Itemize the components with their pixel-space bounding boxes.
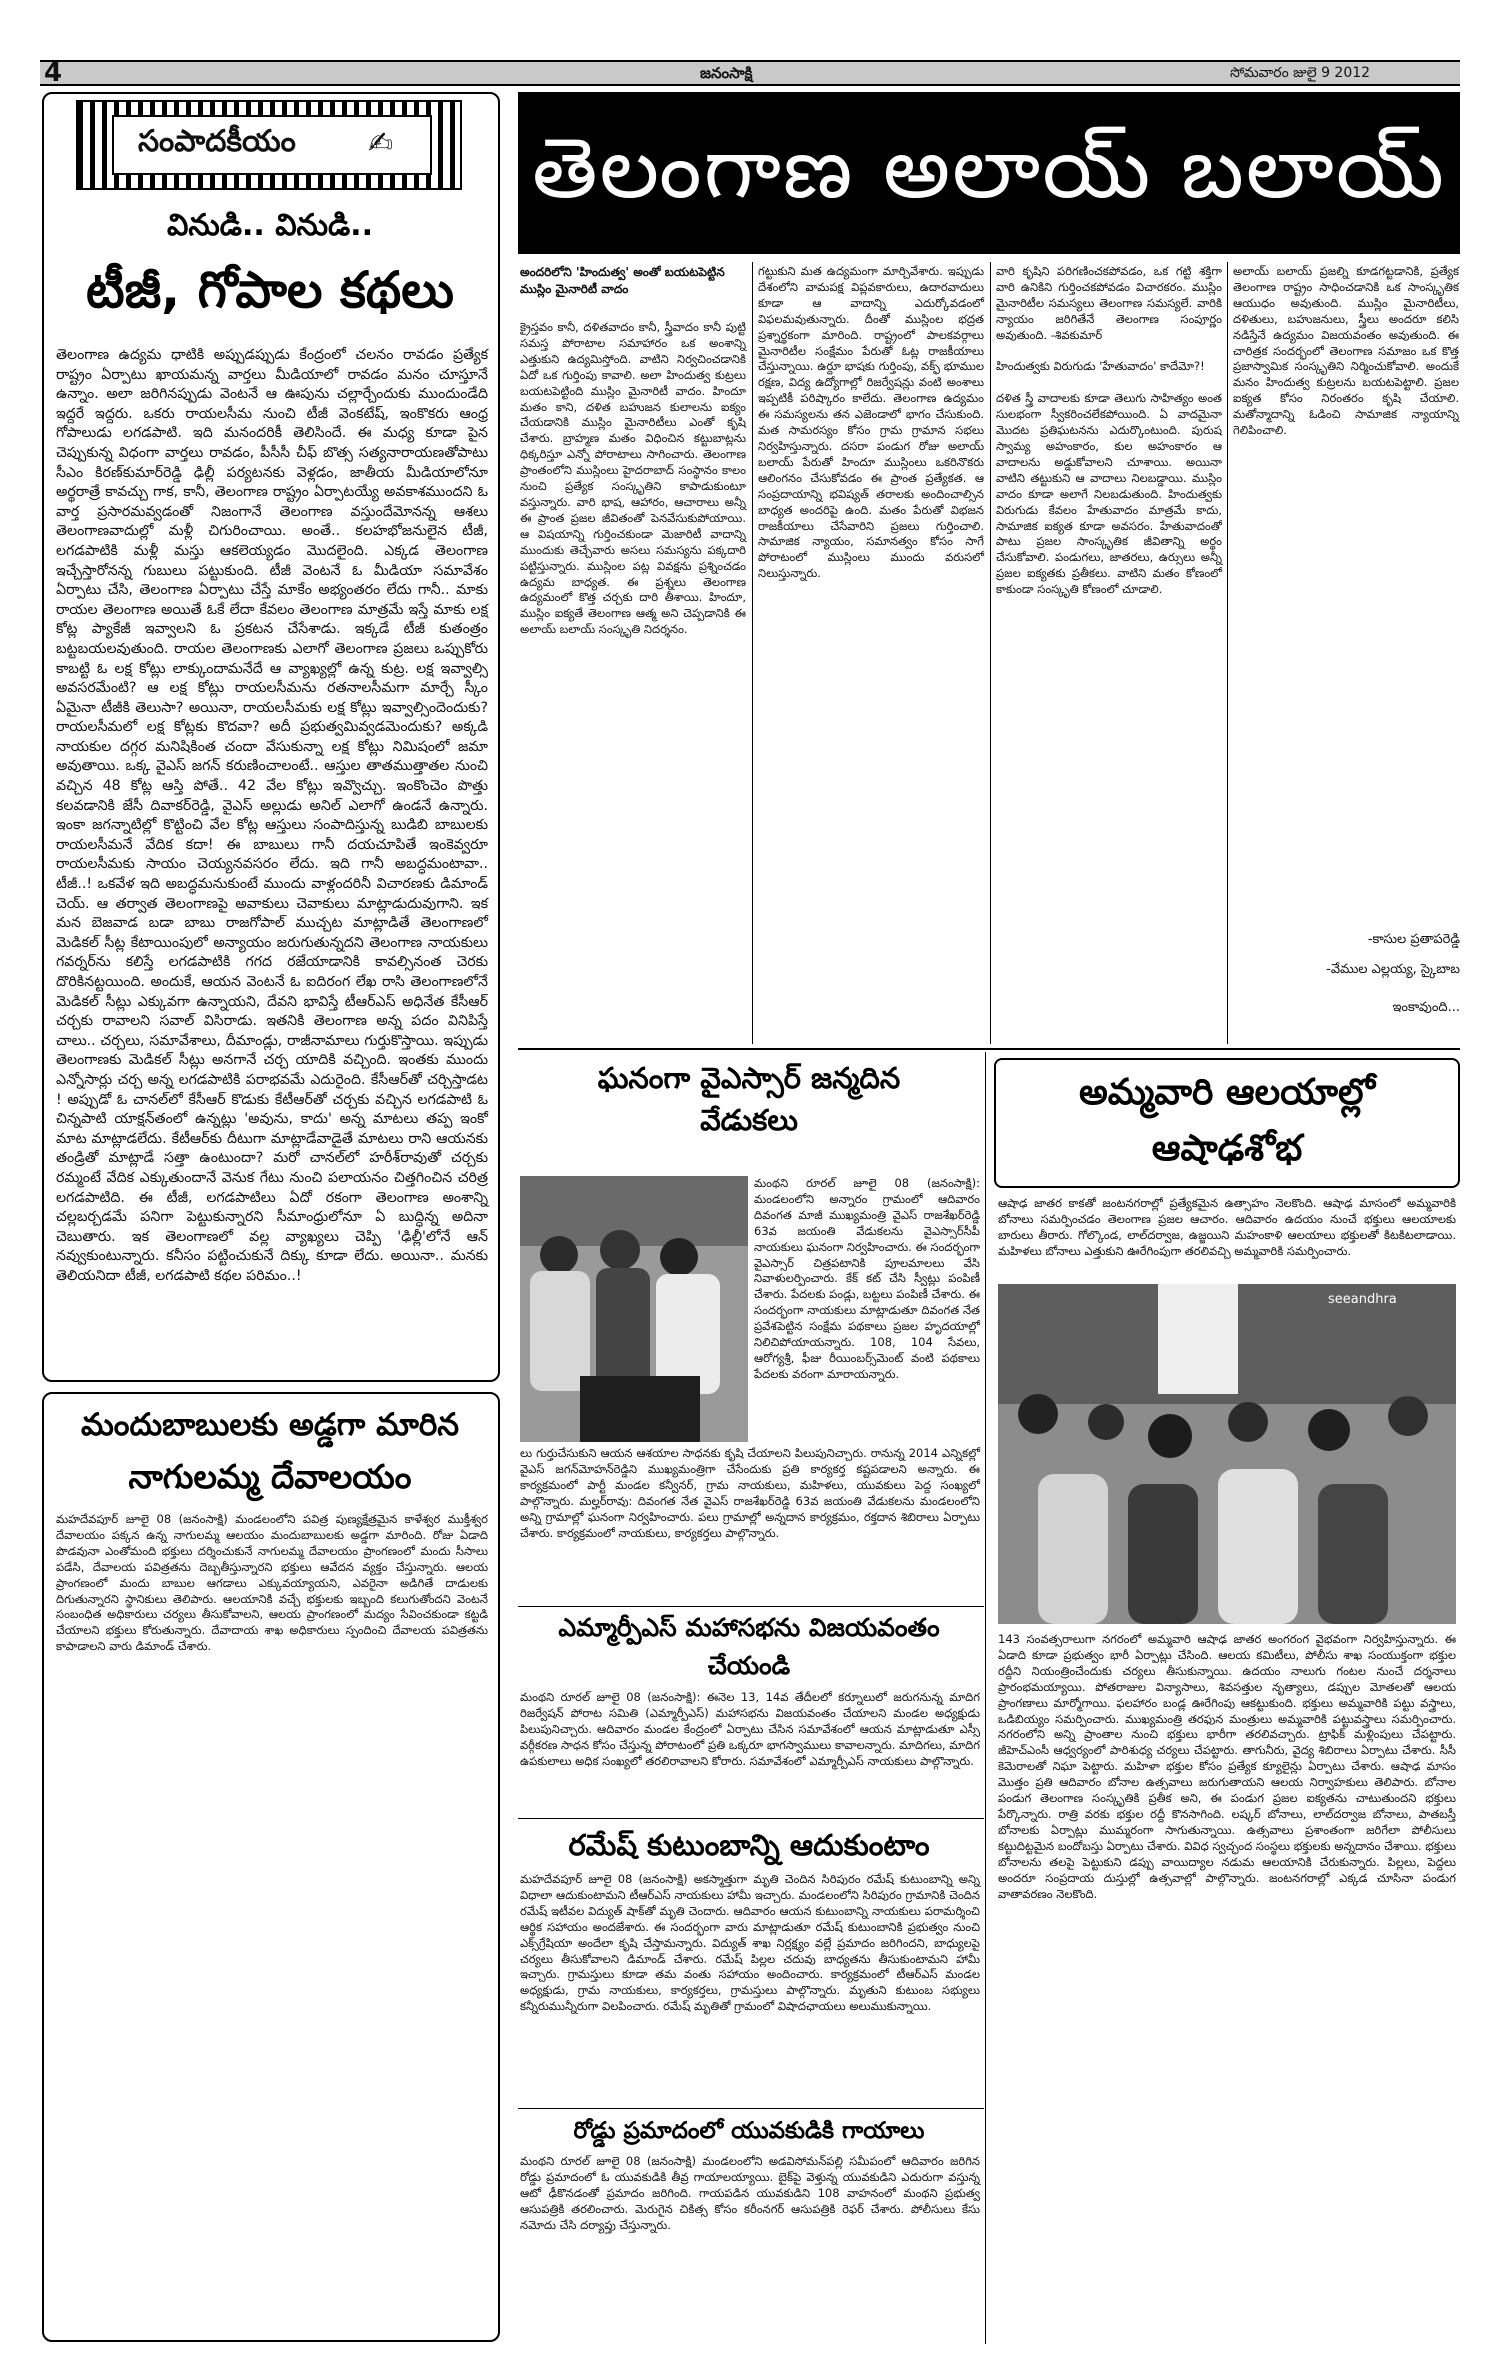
accident-body: మంథని రూరల్ జూలై 08 (జనంసాక్షి) మండలంలోని అడవిసోమన్‌పల్లి సమీపంలో ఆదివారం జరిగిన రోడ్డు ప్రమాదంలో ఓ యువకుడికి తీవ్ర గాయాలయ్యాయి. బైక్‌పై వెళ్తున్న యువకుడిని ఎదురుగా వస్తున్న ఆటో ఢీకొనడంతో ప్రమాదం జరిగింది. గాయపడిన యువకుడిని 108 వాహనంలో మంథని ప్రభుత్వ ఆసుపత్రికి తరలించారు. మెరుగైన చికిత్స కోసం కరీంనగర్ ఆసుపత్రికి రెఫర్ చేశారు. పోలీసులు కేసు నమోదు చేసి దర్యాప్తు చేస్తున్నారు. bbox=[520, 2154, 980, 2232]
pen-icon: ✍ bbox=[368, 126, 394, 161]
article-col-4: అలాయ్ బలాయ్ ప్రజల్ని కూడగట్టడానికి, ప్రత్యేక తెలంగాణ రాష్ట్రం సాధించడానికి ఒక సాంస్కృతిక ఆయుధం అవుతుంది. ముస్లిం మైనారిటీలు, దళితులు, బహుజనులు, స్త్రీలు అందరూ కలిసి నడిస్తేనే ఉద్యమం విజయవంతం అవుతుంది. ఈ చారిత్రక సందర్భంలో తెలంగాణ సమాజం ఒక కొత్త ప్రజాస్వామిక సంస్కృతిని నిర్మించుకోవాలి. అందుకే మనం హిందుత్వ కుట్రలను బయటపెట్టాలి. ప్రజల ఐక్యత కోసం నిరంతరం కృషి చేయాలి. మతోన్మాదాన్ని ఓడించి సామాజిక న్యాయాన్ని గెలిపించాలి. bbox=[1233, 264, 1459, 438]
editorial-body: తెలంగాణ ఉద్యమ ధాటికి అప్పుడప్పుడు కేంద్రంలో చలనం రావడం ప్రత్యేక రాష్ట్రం ఏర్పాటు ఖాయమన్న వార్తలు మీడియాలో రావడం మనం చూస్తూనే ఉన్నాం. అలా జరిగినప్పుడు వెంటనే ఆ ఊపును చల్లార్చేందుకు ముందుండేది ఇద్దరే ఇద్దరు. ఒకరు రాయలసీమ నుంచి టీజీ వెంకటేష్, ఇంకొకరు ఆంధ్ర గోపాలుడు లగడపాటి. ఇది మనందరికీ తెలిసిందే. ఈ మధ్య కూడా పైన చెప్పుకున్న విధంగా వార్తలు రావడం, పీసీసీ చీఫ్ బొత్స సత్యనారాయణతోపాటు సీఎం కిరణ్‌కుమార్‌రెడ్డి ఢిల్లీ పర్యటనకు వెళ్లడం, జాతీయ మీడియాలోనూ అర్థరాత్రే కావచ్చు గాక, కానీ, తెలంగాణ రాష్ట్రం ఏర్పాటయ్యే అవకాశముందని ఓ వార్త ప్రసారమవ్వడంతో నిజంగానే తెలంగాణ వస్తుందేమోనన్న ఆశలు తెలంగాణవాదుల్లో మళ్లీ చిగురించాయి. అంతే.. కలహభోజనులైన టీజీ, లగడపాటికి మళ్లీ మస్తు ఆకలెయ్యడం మొదలైంది. ఎక్కడ తెలంగాణ ఇచ్చేస్తారోనన్న గుబులు పట్టుకుంది. టీజీ వెంటనే ఓ మీడియా సమావేశం ఏర్పాటు చేసి, తెలంగాణ ఏర్పాటు చేస్తే మాకేం అభ్యంతరం లేదు గానీ.. మాకు రాయల తెలంగాణ అయితే ఓకే లేదా కేవలం తెలంగాణ మాత్రమే ఇస్తే మాకు లక్ష కోట్ల ప్యాకేజీ ఇవ్వాలని ఓ ప్రకటన చేసేశాడు. ఇక్కడే టీజీ కుతంత్రం బట్టబయలవుతుంది. రాయల తెలంగాణకు ఎలాగో తెలంగాణ ప్రజలు ఒప్పుకోరు కాబట్టి ఓ లక్ష కోట్లు లాక్కుందామనేదే ఆ వ్యాఖ్యల్లో ఉన్న కుట్ర. లక్ష ఇవ్వాల్సి అవసరమేంటి? ఆ లక్ష కోట్లు రాయలసీమను రతనాలసీమగా మార్చే స్కీం ఏమైనా టీజీకి తెలుసా? అయినా, రాయలసీమకు లక్ష కోట్లు ఇవ్వాల్సిందెందుకు? రాయలసీమలో లక్ష కోట్లకు కొదవా? అదీ ప్రభుత్వమివ్వడమెందుకు? అక్కడి నాయకుల దగ్గర మనిషికింత చందా వేసుకున్నా లక్ష కోట్లు నిమిషంలో జమా అవుతాయి. ఒక్క వైఎస్ జగన్ కరుణించాలంటే.. ఆస్తుల తాతముత్తాతల నుంచి వచ్చిన 48 కోట్ల ఆస్తి పోతే.. 42 వేల కోట్లు ఇవ్వొచ్చు. ఇంకొంచెం పొత్తు కలవడానికి జేసీ దివాకర్‌రెడ్డి, వైఎస్ అల్లుడు అనిల్ ఎలాగో ఉండనే ఉన్నారు. ఇంకా జగన్నాటిల్లో కొట్టించి వేల కోట్ల ఆస్తులు సంపాదిస్తున్న బుడిబి బాబులకు రాయలసీమనే వేదిక కదా! ఈ బాబులు గానీ దయచూపితే ఇంకెవ్వరూ రాయలసీమకు సాయం చెయ్యనవసరం లేదు. ఇది గానీ అబద్ధమంటావా.. టీజీ..! ఒకవేళ ఇది అబద్ధమనుకుంటే ముందు వాళ్లందరినీ విచారణకు డిమాండ్ చెయ్. ఆ తర్వాత తెలంగాణపై అవాకులు చెవాకులు మాట్లాడుదువుగాని. ఇక మన బెజవాడ బడా బాబు రాజగోపాల్ ముచ్చట మాట్లాడితే తెలంగాణలో మెడికల్ సీట్ల కేటాయింపులో అన్యాయం జరుగుతున్నదని తెలంగాణ నాయకులు గవర్నర్‌ను కలిస్తే లగడపాటికి గగద రజేయాడానికి కావల్సినంత చెరకు దొరికినట్టయింది. అందుకే, ఆయన వెంటనే ఓ ఐదిరంగ లేఖ రాసి తెలంగాణలోనే మెడికల్ సీట్లు ఎక్కువగా ఉన్నాయని, దేవని భావిస్తే టీఆర్‌ఎస్ అధినేత కేసీఆర్ చర్చకు రావాలని సవాల్ విసిరాడు. ఇతనికి తెలంగాణ అన్న పదం వినిపిస్తే చాలు.. చర్చలు, సమావేశాలు, దీమాండ్లు, రాజీనామాలు గుర్తుకొస్తాయి. ఇప్పుడు తెలంగాణకు మెడికల్ సీట్లు అనగానే చర్చ యాదికి వచ్చింది. ఇంతకు ముందు ఎన్నోసార్లు చర్చ అన్న లగడపాటికి పరాభవమే ఎదురైంది. కేసీఆర్‌తో చర్చిస్తాడట ! అప్పుడో ఓ చానల్‌లో కేసీఆర్ కొడుకు కేటీఆర్‌తో చర్చకు వచ్చిన లగడపాటి ఓ చిన్నపాటి యాక్షన్‌తంలో ఉన్నట్లు 'అవును, కాదు' అన్న మాటలు తప్ప ఇంకో మాట మాట్లాడలేదు. కేటీఆర్‌కు దీటుగా మాట్లాడేవాడైతే మాటలు రాని ఆయనకు తండ్రితో మాట్లాడే సత్తా ఉంటుందా? మరో చానల్‌లో హరీశ్‌రావుతో చర్చకు రమ్మంటే వేదిక ఎక్కుతుందానే వెనుక గేటు నుంచి పలాయనం చిత్తగించిన చరిత్ర లగడపాటిది. ఈ టీజీ, లగడపాటిలు ఏదో రకంగా తెలంగాణ అంశాన్ని చల్లబర్చడమే పనిగా పెట్టుకున్నారని సీమాంధ్రులోనూ ఏ బుద్ధిన్న అదినా చెబుతారు. ఇక తెలంగాణలో వల్ల వ్యాఖ్యలు చెప్పి 'ఢిల్లీ'లోనే ఆన్ నవ్వుకుంటున్నారు. కనీసం పట్టించుకునే దిక్కు కూడా లేదు. అయినా.. మనకు తెలియనిదా టీజీ, లగడపాటి కథల పరిమం..! bbox=[56, 347, 488, 1284]
page-number: 4 bbox=[44, 58, 63, 88]
photo-watermark: seeandhra bbox=[1328, 1292, 1397, 1307]
section-rule bbox=[518, 1048, 1460, 1050]
naagulamma-headline-2: నాగులమ్మ దేవాలయం bbox=[128, 1457, 412, 1496]
article-col-3: వారి కృషిని పరిగణించకపోవడం, ఒక గట్టి శక్తిగా వారి ఉనికిని గుర్తించకపోవడం విచారకరం. ముస్లిం మైనారిటీల సమస్యలు తెలంగాణ సమస్యలే. వారికి న్యాయం జరిగితేనే తెలంగాణ సంపూర్ణం అవుతుంది. -శివకుమార్ హిందుత్వకు విరుగుడు 'హేతువాదం' కాదేమో?! దళిత స్త్రీ వాదాలకు కూడా తెలుగు సాహిత్యం అంత సులభంగా స్వీకరించలేకపోయింది. ఏ వాదమైనా మొదట ప్రతిఘటనను ఎదుర్కొంటుంది. పురుష స్వామ్య అహంకారం, కుల అహంకారం ఆ వాదాలను అడ్డుకోవాలని చూశాయి. అయినా వాటిని తట్టుకుని ఆ వాదాలు నిలబడ్డాయి. ముస్లిం వాదం కూడా అలాగే నిలబడుతుంది. హిందుత్వకు విరుగుడు కేవలం హేతువాదం మాత్రమే కాదు, సామాజిక ఐక్యత కూడా అవసరం. హేతువాదంతో పాటు ప్రజల సాంస్కృతిక జీవితాన్ని అర్థం చేసుకోవాలి. పండుగలు, జాతరలు, ఉర్సులు అన్నీ ప్రజల ఐక్యతకు ప్రతీకలు. వాటిని మతం కోణంలో కాకుండా సంస్కృతి కోణంలో చూడాలి. bbox=[996, 264, 1222, 597]
mrps-headline-2: చేయండి bbox=[707, 1651, 791, 1680]
column-rule bbox=[990, 262, 991, 1044]
mrps-body: మంథని రూరల్ జూలై 08 (జనంసాక్షి): ఈనెల 13, 14వ తేదీలలో కర్నూలులో జరుగనున్న మాదిగ రిజర్వేషన్ పోరాట సమితి (ఎమ్మార్పీఎస్) మహాసభను విజయవంతం చేయాలని మండల అధ్యక్షుడు పిలుపునిచ్చారు. ఆదివారం మండల కేంద్రంలో ఏర్పాటు చేసిన సమావేశంలో ఆయన మాట్లాడుతూ ఎస్సీ వర్గీకరణ సాధన కోసం చేస్తున్న పోరాటంలో ప్రతి ఒక్కరూ భాగస్వాములు కావాలన్నారు. మాదిగలు, మాదిగ ఉపకులాలు అధిక సంఖ్యలో తరలిరావాలని కోరారు. సమావేశంలో ఎమ్మార్పీఎస్ నాయకులు పాల్గొన్నారు. bbox=[520, 1690, 980, 1768]
ammavari-intro: ఆషాఢ జాతర కాకతో జంటనగరాల్లో ప్రత్యేకమైన ఉత్సాహం నెలకొంది. ఆషాఢ మాసంలో అమ్మవారికి బోనాలు సమర్పించడం తెలంగాణ ప్రజల ఆచారం. ఆదివారం ఉదయం నుంచే భక్తులు ఆలయాలకు బారులు తీరారు. గోల్కొండ, లాల్‌దర్వాజ, ఉజ్జయిని మహంకాళి ఆలయాలు భక్తులతో కిటకిటలాడాయి. మహిళలు బోనాలు ఎత్తుకుని ఊరేగింపుగా తరలివచ్చి అమ్మవారికి సమర్పించారు. bbox=[998, 1196, 1456, 1258]
editorial-kicker: వినుడి.. వినుడి.. bbox=[167, 208, 373, 243]
article-signature-1: -కాసుల ప్రతాపరెడ్డి bbox=[1367, 932, 1460, 947]
ysr-body-full: లు గుర్తుచేసుకుని ఆయన ఆశయాల సాధనకు కృషి చేయాలని పిలుపునిచ్చారు. రానున్న 2014 ఎన్నికల్లో వైఎస్ జగన్‌మోహన్‌రెడ్డిని ముఖ్యమంత్రిగా చేసేందుకు ప్రతి కార్యకర్త కష్టపడాలని అన్నారు. ఈ కార్యక్రమంలో పార్టీ మండల కన్వీనర్, గ్రామ నాయకులు, మహిళలు, యువకులు పెద్ద సంఖ్యలో పాల్గొన్నారు. మల్హర్‌రావు: దివంగత నేత వైఎస్ రాజశేఖర్‌రెడ్డి 63వ జయంతి వేడుకలను మండలంలోని అన్ని గ్రామాల్లో ఘనంగా నిర్వహించారు. పలు గ్రామాల్లో అన్నదాన కార్యక్రమం, రక్తదాన శిబిరాలు ఏర్పాటు చేశారు. కార్యక్రమంలో నాయకులు, కార్యకర్తలు పాల్గొన్నారు. bbox=[520, 1446, 980, 1540]
masthead bbox=[40, 60, 1460, 86]
ammavari-headline-2: ఆషాఢశోభ bbox=[1151, 1128, 1303, 1169]
ramesh-body: మహదేవపూర్ జూలై 08 (జనంసాక్షి) అకస్మాత్తుగా మృతి చెందిన సిరిపురం రమేష్ కుటుంబాన్ని అన్ని విధాలా ఆదుకుంటామని టీఆర్‌ఎస్ నాయకులు హామీ ఇచ్చారు. మండలంలోని సిరిపురం గ్రామానికి చెందిన రమేష్ ఇటీవల విద్యుత్ షాక్‌తో మృతి చెందారు. ఆదివారం ఆయన కుటుంబాన్ని నాయకులు పరామర్శించి ఆర్థిక సహాయం అందజేశారు. ఈ సందర్భంగా వారు మాట్లాడుతూ రమేష్ కుటుంబానికి ప్రభుత్వం నుంచి ఎక్స్‌గ్రేషియా అందేలా కృషి చేస్తామన్నారు. విద్యుత్ శాఖ నిర్లక్ష్యం వల్లే ప్రమాదం జరిగిందని, బాధ్యులపై చర్యలు తీసుకోవాలని డిమాండ్ చేశారు. రమేష్ పిల్లల చదువు బాధ్యతను తీసుకుంటామని హామీ ఇచ్చారు. గ్రామస్తులు కూడా తమ వంతు సహాయం అందించారు. కార్యక్రమంలో టీఆర్‌ఎస్ మండల అధ్యక్షుడు, గ్రామ నాయకులు, కార్యకర్తలు, గ్రామస్తులు పాల్గొన్నారు. మృతుని కుటుంబ సభ్యులు కన్నీరుమున్నీరుగా విలపించారు. రమేష్ మృతితో గ్రామంలో విషాదఛాయలు అలుముకున్నాయి. bbox=[520, 1872, 980, 2014]
ysr-photo bbox=[520, 1176, 748, 1442]
ysr-body-right: మంథని రూరల్ జూలై 08 (జనంసాక్షి): మండలంలోని అన్నారం గ్రామంలో ఆదివారం దివంగత మాజీ ముఖ్యమంత్రి వైఎస్ రాజశేఖర్‌రెడ్డి 63వ జయంతి వేడుకలను వైఎస్సార్‌సీపీ నాయకులు ఘనంగా నిర్వహించారు. ఈ సందర్భంగా వైఎస్సార్ చిత్రపటానికి పూలమాలలు వేసి నివాళులర్పించారు. కేక్ కట్ చేసి స్వీట్లు పంపిణీ చేశారు. పేదలకు పండ్లు, బట్టలు పంపిణీ చేశారు. ఈ సందర్భంగా నాయకులు మాట్లాడుతూ దివంగత నేత ప్రవేశపెట్టిన సంక్షేమ పథకాలు ప్రజల హృదయాల్లో నిలిచిపోయాయన్నారు. 108, 104 సేవలు, ఆరోగ్యశ్రీ, ఫీజు రీయింబర్స్‌మెంట్ వంటి పథకాలు పేదలకు వరంగా మారాయన్నారు. bbox=[754, 1176, 980, 1381]
article-signature-2: -వేముల ఎల్లయ్య, స్కైబాబ bbox=[1326, 962, 1460, 977]
section-rule bbox=[518, 1606, 984, 1607]
mrps-headline-1: ఎమ్మార్పీఎస్ మహాసభను విజయవంతం bbox=[558, 1613, 940, 1642]
column-rule bbox=[1227, 262, 1228, 1044]
accident-headline: రోడ్డు ప్రమాదంలో యువకుడికి గాయాలు bbox=[573, 2118, 925, 2144]
editorial-headline: టీజీ, గోపాల కథలు bbox=[86, 261, 454, 319]
article-col-2: గట్టుకుని మత ఉద్యమంగా మార్చివేశారు. ఇప్పుడు దేశంలోని వామపక్ష విప్లవకారులు, ఉదారవాదులు కూడా ఆ వాదాన్ని ఎదుర్కోవడంలో విఫలమవుతున్నారు. దీంతో ముస్లింల భద్రత ప్రశ్నార్థకంగా మారింది. రాష్ట్రంలో పాలకవర్గాలు మైనారిటీల సంక్షేమం పేరుతో ఓట్ల రాజకీయాలు చేస్తున్నాయి. ఉర్దూ భాషకు గుర్తింపు, వక్ఫ్ భూముల రక్షణ, విద్య ఉద్యోగాల్లో రిజర్వేషన్లు వంటి అంశాలు ఇప్పటికీ పరిష్కారం కాలేదు. తెలంగాణ ఉద్యమం ఈ సమస్యలను తన ఎజెండాలో భాగం చేసుకుంది. మత సామరస్యం కోసం గ్రామ గ్రామాన సభలు నిర్వహిస్తున్నారు. దసరా పండుగ రోజు అలాయ్ బలాయ్ పేరుతో హిందూ ముస్లింలు ఒకరినొకరు ఆలింగనం చేసుకోవడం ఈ ప్రాంత ప్రత్యేకత. ఆ సంప్రదాయాన్ని భవిష్యత్ తరాలకు అందించాల్సిన బాధ్యత అందరిపై ఉంది. మతం పేరుతో విభజన రాజకీయాలు చేసేవారిని ప్రజలు గుర్తించాలి. సామాజిక న్యాయం, సమానత్వం కోసం సాగే పోరాటంలో ముస్లింలు ముందు వరుసలో నిలుస్తున్నారు. bbox=[758, 264, 984, 581]
paper-name: జనంసాక్షి bbox=[700, 64, 753, 82]
ammavari-body: 143 సంవత్సరాలుగా నగరంలో అమ్మవారి ఆషాఢ జాతర అంగరంగ వైభవంగా నిర్వహిస్తున్నారు. ఈ ఏడాది కూడా ప్రభుత్వం భారీ ఏర్పాట్లు చేసింది. ఆలయ కమిటీలు, పోలీసు శాఖ సంయుక్తంగా భక్తుల రద్దీని నియంత్రించేందుకు చర్యలు తీసుకున్నాయి. ఉదయం నాలుగు గంటల నుంచే దర్శనాలు ప్రారంభమయ్యాయి. పోతరాజుల విన్యాసాలు, శివసత్తుల నృత్యాలు, డప్పుల మోతలతో ఆలయ ప్రాంగణాలు మార్మోగాయి. ఫలహారం బండ్ల ఊరేగింపు ఆకట్టుకుంది. భక్తులు అమ్మవారికి పట్టు వస్త్రాలు, ఒడిబియ్యం సమర్పించారు. ముఖ్యమంత్రి తరఫున మంత్రులు అమ్మవారికి పట్టువస్త్రాలు సమర్పించారు. నగరంలోని అన్ని ప్రాంతాల నుంచి భక్తులు భారీగా తరలివచ్చారు. ట్రాఫిక్ మళ్లింపులు చేపట్టారు. జీహెచ్ఎంసీ ఆధ్వర్యంలో పారిశుధ్య చర్యలు చేపట్టారు. తాగునీరు, వైద్య శిబిరాలు ఏర్పాటు చేశారు. సీసీ కెమెరాలతో నిఘా పెట్టారు. మహిళా భక్తుల కోసం ప్రత్యేక క్యూలైన్లు ఏర్పాటు చేశారు. ఆషాఢ మాసం మొత్తం ప్రతి ఆదివారం బోనాల ఉత్సవాలు జరుగుతాయని ఆలయ నిర్వాహకులు తెలిపారు. బోనాల పండుగ తెలంగాణ సంస్కృతికి ప్రతీక అని, ఈ పండుగ ప్రజల ఐక్యతను చాటుతుందని భక్తులు పేర్కొన్నారు. రాత్రి వరకు భక్తుల రద్దీ కొనసాగింది. లష్కర్ బోనాలు, లాల్‌దర్వాజ బోనాలు, పాతబస్తీ బోనాలకు ఏర్పాట్లు ముమ్మరంగా సాగుతున్నాయి. ఉత్సవాలు ప్రశాంతంగా జరిగేలా పోలీసులు కట్టుదిట్టమైన బందోబస్తు ఏర్పాటు చేశారు. వివిధ స్వచ్ఛంద సంస్థలు భక్తులకు అన్నదానం చేశాయి. భక్తులు బోనాలను తలపై పెట్టుకుని డప్పు వాయిద్యాల నడుమ ఆలయానికి చేరుకున్నారు. పిల్లలు, పెద్దలు అందరూ సంప్రదాయ దుస్తుల్లో ఉత్సవాల్లో పాల్గొన్నారు. జంటనగరాల్లో ఎక్కడ చూసినా పండుగ వాతావరణం నెలకొంది. bbox=[998, 1632, 1456, 1901]
article-col-1: క్రైస్తవం కానీ, దళితవాదం కానీ, స్త్రీవాదం కానీ పుట్టి సమస్త పోరాటాల సమాహారం ఒక అంశాన్ని ఎత్తుకుని ఉద్యమిస్తోంది. వాటిని నిర్వచించడానికి ఏదో ఒక గుర్తింపు కావాలి. అలా హిందుత్వ కుట్రలు బయటపెట్టింది ముస్లిం మైనారిటీ వాదం. హిందూ మతం కాని, దళిత బహుజన కులాలను ఐక్యం చేయడానికి ముస్లిం మైనారిటీలు ఎంతో కృషి చేశారు. బ్రాహ్మణ మతం విధించిన కట్టుబాట్లను ధిక్కరిస్తూ ఎన్నో పోరాటాలు సాగించారు. తెలంగాణ ప్రాంతంలోని ముస్లింలు హైదరాబాద్ సంస్థానం కాలం నుంచి ప్రత్యేక సంస్కృతిని కాపాడుకుంటూ వస్తున్నారు. వారి భాష, ఆహారం, ఆచారాలు అన్నీ ఈ ప్రాంత ప్రజల జీవితంతో పెనవేసుకుపోయాయి. ఆ విషయాన్ని గుర్తించకుండా మెజారిటీ వాదాన్ని ముందుకు తెచ్చేవారు అసలు సమస్యను పక్కదారి పట్టిస్తున్నారు. ముస్లింల పట్ల వివక్షను ప్రశ్నించడం ఉద్యమ బాధ్యత. ఈ ప్రశ్నలు తెలంగాణ ఉద్యమంలో కొత్త చర్చకు దారి తీశాయి. హిందూ, ముస్లిం ఐక్యతే తెలంగాణ ఆత్మ అని చెప్పడానికి ఈ అలాయ్ బలాయ్ సంస్కృతి నిదర్శనం. bbox=[520, 320, 746, 637]
column-rule bbox=[985, 1052, 986, 2344]
article-continued: ఇంకావుంది... bbox=[1392, 1000, 1460, 1015]
naagulamma-body: మహదేవపూర్ జూలై 08 (జనంసాక్షి) మండలంలోని పవిత్ర పుణ్యక్షేత్రమైన కాళేశ్వర ముక్తీశ్వర దేవాలయం పక్కన ఉన్న నాగులమ్మ ఆలయం మందుబాబులకు అడ్డగా మారింది. రోజు ఏడాది పొడవునా ఎంతోమంది భక్తులు దర్శించుకునే నాగులమ్మ దేవాలయం ప్రాంగణంలో మందు సీసాలు పడేసి, దేవాలయ పవిత్రతను దెబ్బతీస్తున్నారని భక్తులు ఆవేదన వ్యక్తం చేస్తున్నారు. ఆలయ ప్రాంగణంలో మందు బాబుల ఆగడాలు ఎక్కువయ్యాయని, ఎవరైనా అడిగితే దాడులకు దిగుతున్నారని స్థానికులు తెలిపారు. ఆలయానికి వచ్చే భక్తులకు ఇబ్బంది కలుగుతోందని వెంటనే సంబంధిత అధికారులు చర్యలు తీసుకోవాలని, ఆలయ ప్రాంగణంలో మద్యం సేవించకుండా కట్టడి చేయాలని భక్తులు కోరుతున్నారు. దేవాదాయ శాఖ అధికారులు స్పందించి దేవాలయ పవిత్రతను కాపాడాలని వారు డిమాండ్ చేశారు. bbox=[56, 1512, 488, 1654]
banner-headline: తెలంగాణ అలాయ్ బలాయ్ bbox=[532, 119, 1446, 217]
telangana-banner bbox=[518, 92, 1460, 254]
section-rule bbox=[518, 1818, 984, 1819]
naagulamma-headline-1: మందుబాబులకు అడ్డగా మారిన bbox=[81, 1407, 459, 1443]
article-subhead: అందరిలోని 'హిందుత్వ' అంతో బయటపెట్టిన ముస్లిం మైనారిటీ వాదం bbox=[520, 265, 725, 296]
ramesh-headline: రమేష్ కుటుంబాన్ని ఆదుకుంటాం bbox=[568, 1828, 930, 1862]
ammavari-headline-1: అమ్మవారి ఆలయాల్లో bbox=[1078, 1072, 1376, 1113]
column-rule bbox=[752, 262, 753, 1044]
ysr-headline-2: వేడుకలు bbox=[700, 1103, 798, 1137]
ysr-headline-1: ఘనంగా వైఎస్సార్ జన్మదిన bbox=[597, 1061, 901, 1095]
editorial-section-label bbox=[76, 100, 462, 190]
section-rule bbox=[518, 2108, 984, 2109]
issue-date: సోమవారం జులై 9 2012 bbox=[1230, 65, 1371, 81]
section-label-text: సంపాదకీయం bbox=[138, 124, 296, 159]
ammavari-photo bbox=[998, 1284, 1456, 1624]
